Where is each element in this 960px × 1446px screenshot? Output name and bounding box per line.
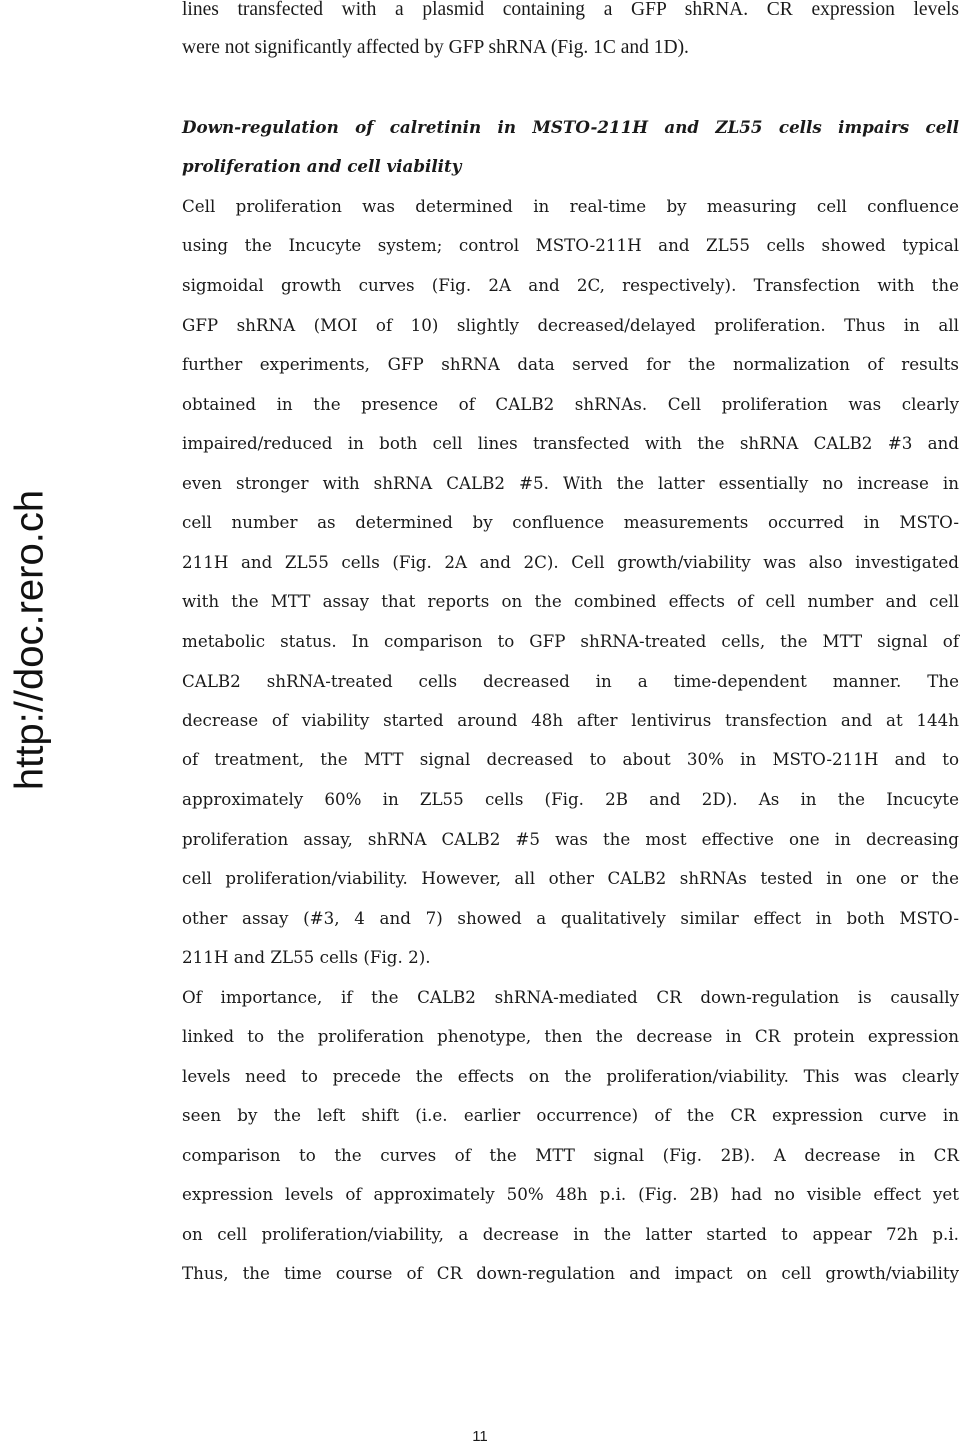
paragraph-line: 211H and ZL55 cells (Fig. 2).: [182, 947, 431, 967]
paragraph-line: on cell proliferation/viability, a decrease in the latter started to appear 72h p.i.: [182, 1224, 959, 1244]
section-heading: proliferation and cell viability: [182, 156, 462, 176]
paragraph-line: obtained in the presence of CALB2 shRNAs. Cell proliferation was clearly: [182, 394, 959, 414]
watermark: [0, 440, 60, 840]
paragraph-line: GFP shRNA (MOI of 10) slightly decreased/delayed proliferation. Thus in all: [182, 315, 959, 335]
paragraph-line: sigmoidal growth curves (Fig. 2A and 2C, respectively). Transfection with the: [182, 275, 959, 295]
paragraph-line: impaired/reduced in both cell lines transfected with the shRNA CALB2 #3 and: [182, 433, 959, 453]
paragraph-line: further experiments, GFP shRNA data served for the normalization of results: [182, 354, 959, 374]
intro-line: were not significantly affected by GFP shRNA (Fig. 1C and 1D).: [182, 37, 689, 58]
paragraph-line: expression levels of approximately 50% 48h p.i. (Fig. 2B) had no visible effect yet: [182, 1184, 959, 1204]
paragraph-line: CALB2 shRNA-treated cells decreased in a time-dependent manner. The: [182, 671, 959, 691]
paragraph-line: even stronger with shRNA CALB2 #5. With the latter essentially no increase in: [182, 473, 959, 493]
paragraph-line: of treatment, the MTT signal decreased to about 30% in MSTO-211H and to: [182, 749, 959, 769]
paragraph-line: approximately 60% in ZL55 cells (Fig. 2B and 2D). As in the Incucyte: [182, 789, 959, 809]
paragraph-line: cell proliferation/viability. However, all other CALB2 shRNAs tested in one or the: [182, 868, 959, 888]
page-number: 11: [472, 1428, 488, 1445]
paragraph-line: with the MTT assay that reports on the combined effects of cell number and cell: [182, 591, 959, 611]
paragraph-line: Thus, the time course of CR down-regulation and impact on cell growth/viability: [182, 1263, 959, 1283]
paragraph-line: proliferation assay, shRNA CALB2 #5 was the most effective one in decreasing: [182, 829, 959, 849]
paragraph-line: other assay (#3, 4 and 7) showed a qualitatively similar effect in both MSTO-: [182, 908, 959, 928]
paragraph-line: linked to the proliferation phenotype, then the decrease in CR protein expression: [182, 1026, 959, 1046]
paragraph-line: levels need to precede the effects on the proliferation/viability. This was clearly: [182, 1066, 959, 1086]
paragraph-line: comparison to the curves of the MTT signal (Fig. 2B). A decrease in CR: [182, 1145, 959, 1165]
intro-line: lines transfected with a plasmid containing a GFP shRNA. CR expression levels: [182, 0, 959, 20]
paragraph-line: Cell proliferation was determined in real-time by measuring cell confluence: [182, 196, 959, 216]
watermark-text: http://doc.rero.ch: [7, 489, 52, 791]
paragraph-line: Of importance, if the CALB2 shRNA-mediated CR down-regulation is causally: [182, 987, 959, 1007]
paragraph-line: cell number as determined by confluence measurements occurred in MSTO-: [182, 512, 959, 532]
paragraph-line: decrease of viability started around 48h after lentivirus transfection and at 144h: [182, 710, 959, 730]
paragraph-line: metabolic status. In comparison to GFP shRNA-treated cells, the MTT signal of: [182, 631, 959, 651]
section-heading: Down-regulation of calretinin in MSTO-211H and ZL55 cells impairs cell: [182, 117, 959, 137]
paragraph-line: seen by the left shift (i.e. earlier occurrence) of the CR expression curve in: [182, 1105, 959, 1125]
paragraph-line: 211H and ZL55 cells (Fig. 2A and 2C). Cell growth/viability was also investigated: [182, 552, 959, 572]
paragraph-line: using the Incucyte system; control MSTO-211H and ZL55 cells showed typical: [182, 235, 959, 255]
